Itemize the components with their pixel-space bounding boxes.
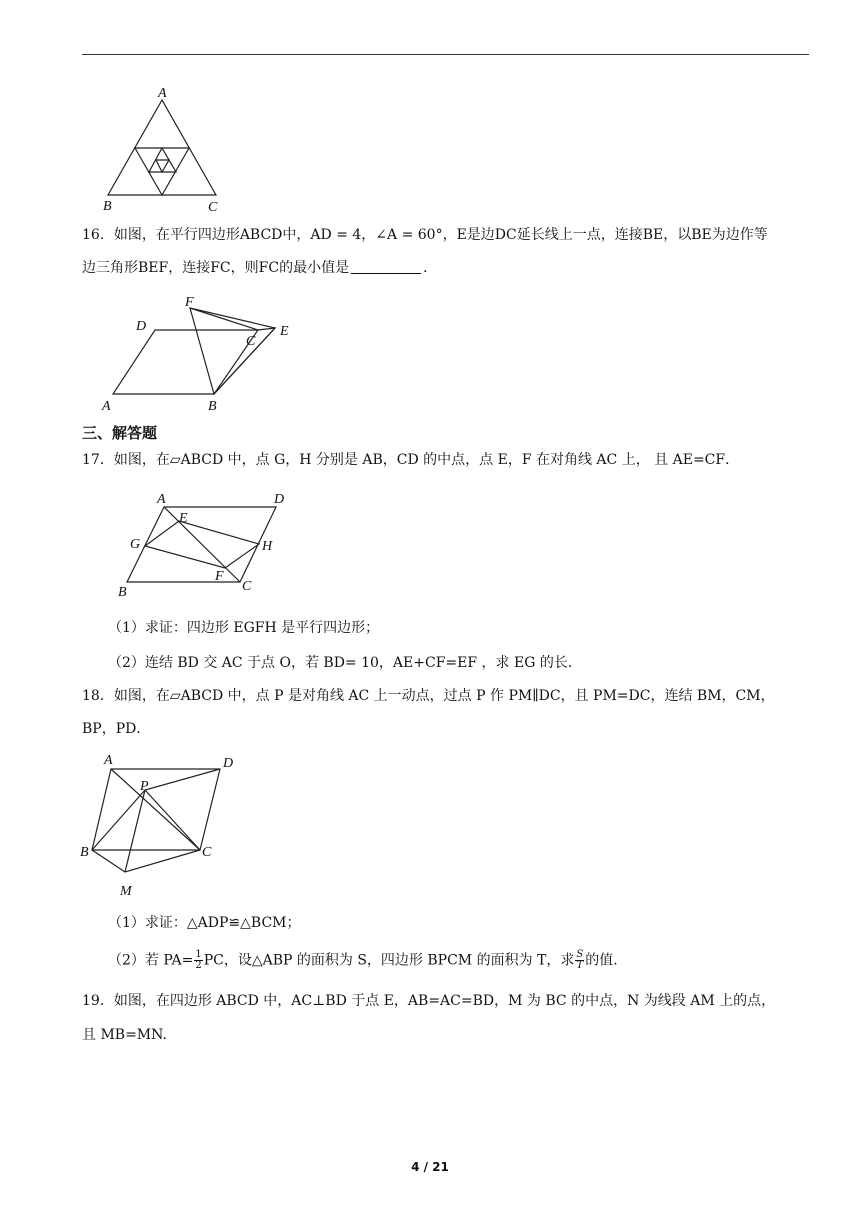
q16-line1: 16．如图，在平行四边形ABCD中，AD = 4，∠A = 60°，E是边DC延长线上一点，连接BE，以BE为边作等 bbox=[82, 227, 768, 243]
fig15-label-b: B bbox=[103, 199, 112, 214]
fig17-label-a: A bbox=[157, 492, 166, 507]
q18-line1: 18．如图，在▱ABCD 中，点 P 是对角线 AC 上一动点，过点 P 作 PM∥DC，且 PM=DC，连结 BM，CM， bbox=[82, 688, 775, 704]
figure-q16-parallelogram bbox=[98, 290, 298, 415]
figure-q18-parallelogram bbox=[78, 750, 238, 902]
figure-q15-triangle bbox=[100, 84, 230, 216]
fig17-label-d: D bbox=[274, 492, 285, 507]
fraction-s-over-t bbox=[575, 950, 584, 971]
fig15-label-c: C bbox=[208, 200, 218, 215]
header-rule bbox=[82, 54, 809, 55]
q16-line2-text: 边三角形BEF，连接FC，则FC的最小值是 bbox=[82, 260, 350, 276]
q17-part1: （1）求证：四边形 EGFH 是平行四边形； bbox=[108, 620, 380, 636]
fig18-label-d: D bbox=[223, 756, 234, 771]
fig18-label-a: A bbox=[104, 753, 113, 768]
fig16-label-d: D bbox=[136, 319, 147, 334]
fig16-label-a: A bbox=[102, 399, 111, 414]
fig18-label-b: B bbox=[80, 845, 89, 860]
fraction-numerator: 1 bbox=[195, 949, 202, 960]
fig16-label-c: C bbox=[246, 334, 256, 349]
fraction-denominator: T bbox=[576, 960, 584, 971]
fig17-label-h: H bbox=[262, 539, 273, 554]
q19-line2: 且 MB=MN. bbox=[82, 1027, 167, 1043]
q18-part2-text-c: 的值. bbox=[585, 952, 618, 969]
fig17-label-c: C bbox=[242, 579, 252, 594]
fig17-label-b: B bbox=[118, 585, 127, 600]
fig15-label-a: A bbox=[158, 86, 167, 101]
q18-line2: BP，PD． bbox=[82, 721, 151, 737]
fig18-label-m: M bbox=[120, 884, 132, 899]
section-heading: 三、解答题 bbox=[82, 424, 158, 442]
fig18-label-p: P bbox=[140, 779, 149, 794]
fig17-label-g: G bbox=[130, 537, 141, 552]
q16-line2 bbox=[82, 258, 812, 278]
fig18-label-c: C bbox=[202, 845, 212, 860]
q18-part2-text-b: PC，设△ABP 的面积为 S，四边形 BPCM 的面积为 T，求 bbox=[203, 952, 575, 969]
q17-part2: （2）连结 BD 交 AC 于点 O，若 BD= 10，AE+CF=EF ，求 EG 的长． bbox=[108, 655, 582, 671]
q18-part2-text-a: （2）若 PA= bbox=[108, 952, 194, 969]
q16-line2-end: ． bbox=[423, 260, 438, 276]
fig16-label-f: F bbox=[185, 295, 194, 310]
fig16-label-e: E bbox=[280, 324, 289, 339]
figure-q17-parallelogram bbox=[112, 486, 292, 601]
q19-line1: 19．如图，在四边形 ABCD 中，AC⊥BD 于点 E，AB=AC=BD，M 为 BC 的中点，N 为线段 AM 上的点， bbox=[82, 993, 776, 1009]
q18-part1: （1）求证：△ADP≌△BCM； bbox=[108, 915, 301, 931]
fraction-denominator: 2 bbox=[195, 960, 202, 971]
fraction-one-half bbox=[194, 950, 202, 971]
fraction-numerator: S bbox=[576, 949, 584, 960]
fig17-label-f: F bbox=[215, 569, 224, 584]
fig17-label-e: E bbox=[179, 511, 188, 526]
q17-stem: 17．如图，在▱ABCD 中，点 G，H 分别是 AB，CD 的中点，点 E，F 在对角线 AC 上， 且 AE=CF． bbox=[82, 452, 740, 468]
page-number: 4 / 21 bbox=[411, 1160, 449, 1174]
q18-part2 bbox=[108, 950, 838, 978]
fig16-label-b: B bbox=[208, 399, 217, 414]
answer-blank bbox=[351, 259, 421, 274]
